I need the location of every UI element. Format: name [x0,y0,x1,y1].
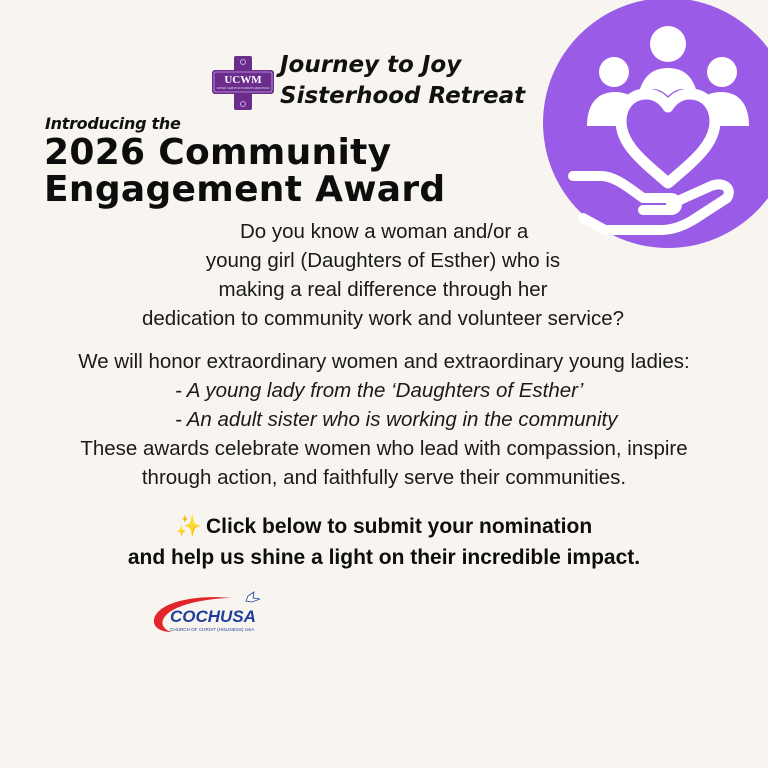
retreat-title-line1: Journey to Joy [280,52,462,78]
intro-label: Introducing the [45,114,181,133]
honor-item-young-lady: - A young lady from the ‘Daughters of Esther’ [175,379,584,402]
cta-line2: and help us shine a light on their incredible impact. [127,546,641,569]
question-line4: dedication to community work and volunteer service? [142,307,624,330]
honor-item-adult-sister: - An adult sister who is working in the community [175,408,618,431]
ucwm-logo-text: UCWM [224,74,262,86]
question-line1: Do you know a woman and/or a [240,220,529,243]
cochusa-logo [150,590,270,642]
sparkles-icon: ✨ [175,515,202,538]
ucwm-logo [210,54,276,112]
ucwm-logo-subtext: UNITED CHRISTIAN WOMEN'S MINISTRIES [216,87,270,90]
cochusa-logo-subtext: CHURCH OF CHRIST (HOLINESS) USA [170,627,255,632]
award-title [44,134,446,208]
cochusa-logo-text: COCHUSA [170,607,256,626]
retreat-title-line2: Sisterhood Retreat [280,83,526,109]
honor-description-line2: through action, and faithfully serve their communities. [141,466,627,489]
award-title-line2: Engagement Award [44,169,446,210]
question-line3: making a real difference through her [218,278,548,301]
award-title-line1: 2026 Community [44,132,392,173]
honor-description-line1: These awards celebrate women who lead with compassion, inspire [80,437,688,460]
retreat-title [280,50,540,112]
question-line2: young girl (Daughters of Esther) who is [205,249,561,272]
honor-section [0,347,768,492]
honor-intro: We will honor extraordinary women and extraordinary young ladies: [78,350,690,373]
cta-line1: Click below to submit your nomination [205,515,593,538]
community-heart-hand-icon [543,0,768,248]
nomination-question [60,217,706,333]
call-to-action [0,511,768,573]
